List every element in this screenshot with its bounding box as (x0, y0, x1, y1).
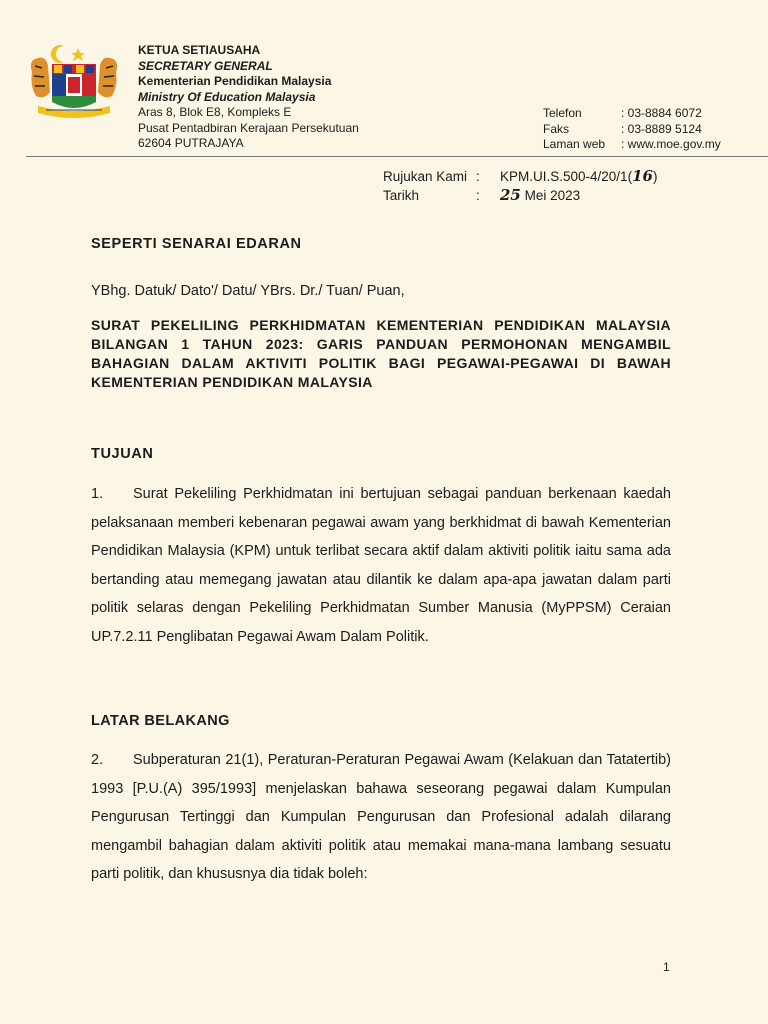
contact-label: Telefon (543, 106, 582, 120)
paragraph-number: 1. (91, 486, 104, 502)
reference-number: KPM.UI.S.500-4/20/1( (500, 169, 633, 184)
date-label: Tarikh (383, 188, 420, 203)
contact-label: Laman web (543, 137, 606, 151)
contact-label: Faks (543, 121, 570, 136)
circulation-heading: SEPERTI SENARAI EDARAN (91, 236, 302, 252)
address-line-2: Pusat Pentadbiran Kerajaan Persekutuan (138, 120, 359, 135)
contact-row-fax (543, 122, 721, 138)
contact-block (543, 106, 721, 153)
coat-of-arms-icon (26, 42, 122, 122)
reference-block (383, 167, 657, 205)
address-line-3: 62604 PUTRAJAYA (138, 136, 244, 150)
paragraph-text: Subperaturan 21(1), Peraturan-Peraturan Pegawai Awam (Kelakuan dan Tatatertib) 1993 [P.U.(A) 395/1993] menjelaskan bahawa seseorang pegawai dalam Kumpulan Pengurusan Tertinggi dan Kumpulan Pengurusan dan Profesional adalah dilarang mengambil bahagian dalam aktiviti politik atau memakai mana-mana lambang sesuatu parti politik, dan khususnya dia tidak boleh: (91, 752, 671, 883)
reference-value (500, 167, 657, 186)
reference-handwritten: 16 (632, 167, 653, 185)
sender-title-en: SECRETARY GENERAL (138, 58, 273, 73)
contact-row-web (543, 137, 721, 153)
paragraph-1 (91, 480, 671, 652)
contact-row-phone (543, 106, 721, 122)
reference-label: Rujukan Kami (383, 169, 468, 184)
contact-value: : 03-8889 5124 (621, 121, 702, 136)
date-row (383, 186, 657, 205)
letterhead-sender (138, 43, 359, 152)
ministry-name-ms: Kementerian Pendidikan Malaysia (138, 74, 332, 88)
date-month-year: Mei 2023 (524, 188, 581, 203)
paragraph-2 (91, 746, 671, 889)
date-value (500, 186, 580, 205)
section-heading-tujuan: TUJUAN (91, 446, 154, 462)
contact-value: : www.moe.gov.my (621, 137, 721, 151)
letterhead-divider (26, 156, 768, 157)
date-handwritten-day: 25 (500, 186, 521, 204)
contact-value: : 03-8884 6072 (621, 106, 702, 120)
ministry-name-en: Ministry Of Education Malaysia (138, 89, 316, 104)
letter-subject: SURAT PEKELILING PERKHIDMATAN KEMENTERIAN PENDIDIKAN MALAYSIA BILANGAN 1 TAHUN 2023: GARIS PANDUAN PERMOHONAN MENGAMBIL BAHAGIAN DALAM AKTIVITI POLITIK BAGI PEGAWAI-PEGAWAI DI BAWAH KEMENTERIAN PENDIDIKAN MALAYSIA (91, 317, 671, 390)
paragraph-number: 2. (91, 752, 104, 768)
section-heading-latar-belakang: LATAR BELAKANG (91, 713, 230, 729)
address-line-1: Aras 8, Blok E8, Kompleks E (138, 105, 292, 119)
paragraph-text: Surat Pekeliling Perkhidmatan ini bertujuan sebagai panduan berkenaan kaedah pelaksanaan memberi kebenaran pegawai awam yang berkhidmat di bawah Kementerian Pendidikan Malaysia (KPM) untuk terlibat secara aktif dalam aktiviti politik iaitu sama ada bertanding atau memegang jawatan atau dilantik ke dalam apa-apa jawatan dalam parti politik selaras dengan Pekeliling Perkhidmatan Sumber Manusia (MyPPSM) Ceraian UP.7.2.11 Penglibatan Pegawai Awam Dalam Politik. (91, 486, 671, 645)
date-colon: : (476, 188, 480, 203)
reference-close: ) (652, 169, 658, 184)
sender-title-ms: KETUA SETIAUSAHA (138, 43, 261, 57)
page-number: 1 (663, 960, 670, 974)
reference-colon: : (476, 169, 480, 184)
salutation: YBhg. Datuk/ Dato'/ Datu/ YBrs. Dr./ Tuan/ Puan, (91, 283, 405, 299)
reference-row (383, 167, 657, 186)
